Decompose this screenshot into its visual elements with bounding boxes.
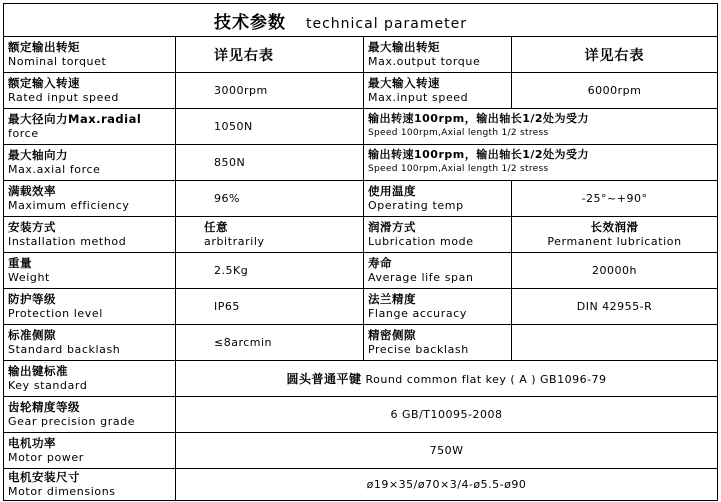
label-zh: 最大径向力Max.radial [8,112,142,126]
label-en: Maximum efficiency [8,199,130,212]
label-lubrication-mode [364,217,512,253]
value-zh: 圆头普通平键 [286,372,362,386]
label-en: Motor dimensions [8,485,116,498]
label-zh: 满载效率 [8,184,56,198]
label-en: Precise backlash [368,343,469,356]
condition-zh: 输出转速100rpm，输出轴长1/2处为受力 [368,112,590,125]
label-key-standard [4,361,176,397]
label-zh: 最大输入转速 [368,76,440,90]
label-zh: 最大轴向力 [8,148,68,162]
label-zh: 最大输出转矩 [368,40,440,54]
label-life-span [364,253,512,289]
label-flange-accuracy [364,289,512,325]
label-zh: 额定输入转速 [8,76,80,90]
row-installation [4,217,718,253]
axial-force-condition [364,145,718,181]
value-gear-precision: 6 GB/T10095-2008 [176,397,718,433]
label-en: Flange accuracy [368,307,467,320]
label-zh: 输出键标准 [8,364,68,378]
value-max-radial-force: 1050N [176,109,364,145]
value-flange-accuracy: DIN 42955-R [512,289,718,325]
label-en: Standard backlash [8,343,121,356]
label-protection-level [4,289,176,325]
value-zh: 任意 [204,220,228,234]
row-protection [4,289,718,325]
value-en: Permanent lubrication [547,235,682,248]
row-radial-force [4,109,718,145]
row-backlash [4,325,718,361]
value-motor-dimensions: ø19×35/ø70×3/4-ø5.5-ø90 [176,469,718,501]
radial-force-condition [364,109,718,145]
label-zh: 精密侧隙 [368,328,416,342]
row-nominal-torque [4,37,718,73]
label-gear-precision [4,397,176,433]
value-weight: 2.5Kg [176,253,364,289]
label-max-axial-force [4,145,176,181]
table-title [4,4,718,37]
label-en: Operating temp [368,199,464,212]
label-en: Lubrication mode [368,235,474,248]
label-en: Max.output torque [368,55,481,68]
label-operating-temp [364,181,512,217]
value-standard-backlash: ≤8arcmin [176,325,364,361]
value-nominal-torque: 详见右表 [176,37,364,73]
value-precise-backlash [512,325,718,361]
label-precise-backlash [364,325,512,361]
technical-parameter-table [3,3,718,501]
label-zh: 重量 [8,256,32,270]
value-operating-temp: -25°~+90° [512,181,718,217]
value-max-axial-force: 850N [176,145,364,181]
title-chinese: 技术参数 [214,12,286,33]
value-en: arbitrarily [204,235,265,248]
label-en: Rated input speed [8,91,119,104]
value-installation-method [176,217,364,253]
label-rated-input-speed [4,73,176,109]
value-max-output-torque: 详见右表 [512,37,718,73]
label-zh: 电机功率 [8,436,56,450]
label-zh: 寿命 [368,256,392,270]
label-en: Motor power [8,451,84,464]
row-motor-dimensions [4,469,718,501]
label-en: Weight [8,271,50,284]
value-lubrication-mode [512,217,718,253]
value-life-span: 20000h [512,253,718,289]
label-en: Installation method [8,235,127,248]
row-motor-power [4,433,718,469]
label-zh: 防护等级 [8,292,56,306]
label-zh: 标准侧隙 [8,328,56,342]
label-zh: 齿轮精度等级 [8,400,80,414]
condition-zh: 输出转速100rpm，输出轴长1/2处为受力 [368,148,590,161]
label-weight [4,253,176,289]
label-max-input-speed [364,73,512,109]
label-zh: 额定输出转矩 [8,40,80,54]
value-motor-power: 750W [176,433,718,469]
value-max-input-speed: 6000rpm [512,73,718,109]
title-english: technical parameter [306,15,467,32]
condition-en: Speed 100rpm,Axial length 1/2 stress [368,128,549,138]
value-en: Round common flat key ( A ) GB1096-79 [365,373,607,386]
title-row [4,4,718,37]
label-motor-dimensions [4,469,176,501]
label-en: Max.axial force [8,163,101,176]
value-rated-input-speed: 3000rpm [176,73,364,109]
label-nominal-torque [4,37,176,73]
condition-en: Speed 100rpm,Axial length 1/2 stress [368,164,549,174]
label-max-output-torque [364,37,512,73]
value-protection-level: IP65 [176,289,364,325]
row-gear-precision [4,397,718,433]
row-weight [4,253,718,289]
label-max-efficiency [4,181,176,217]
label-zh: 使用温度 [368,184,416,198]
label-zh: 润滑方式 [368,220,416,234]
label-zh: 安装方式 [8,220,56,234]
row-axial-force [4,145,718,181]
value-key-standard [176,361,718,397]
row-efficiency [4,181,718,217]
value-zh: 长效润滑 [590,220,639,234]
label-en: Max.input speed [368,91,469,104]
row-key-standard [4,361,718,397]
label-zh: 电机安装尺寸 [8,470,80,484]
label-motor-power [4,433,176,469]
row-input-speed [4,73,718,109]
label-en: Average life span [368,271,474,284]
label-zh: 法兰精度 [368,292,416,306]
label-standard-backlash [4,325,176,361]
label-en: Gear precision grade [8,415,136,428]
label-max-radial-force [4,109,176,145]
label-en: force [8,127,39,140]
label-en: Protection level [8,307,103,320]
label-installation-method [4,217,176,253]
label-en: Key standard [8,379,88,392]
label-en: Nominal torquet [8,55,107,68]
value-max-efficiency: 96% [176,181,364,217]
